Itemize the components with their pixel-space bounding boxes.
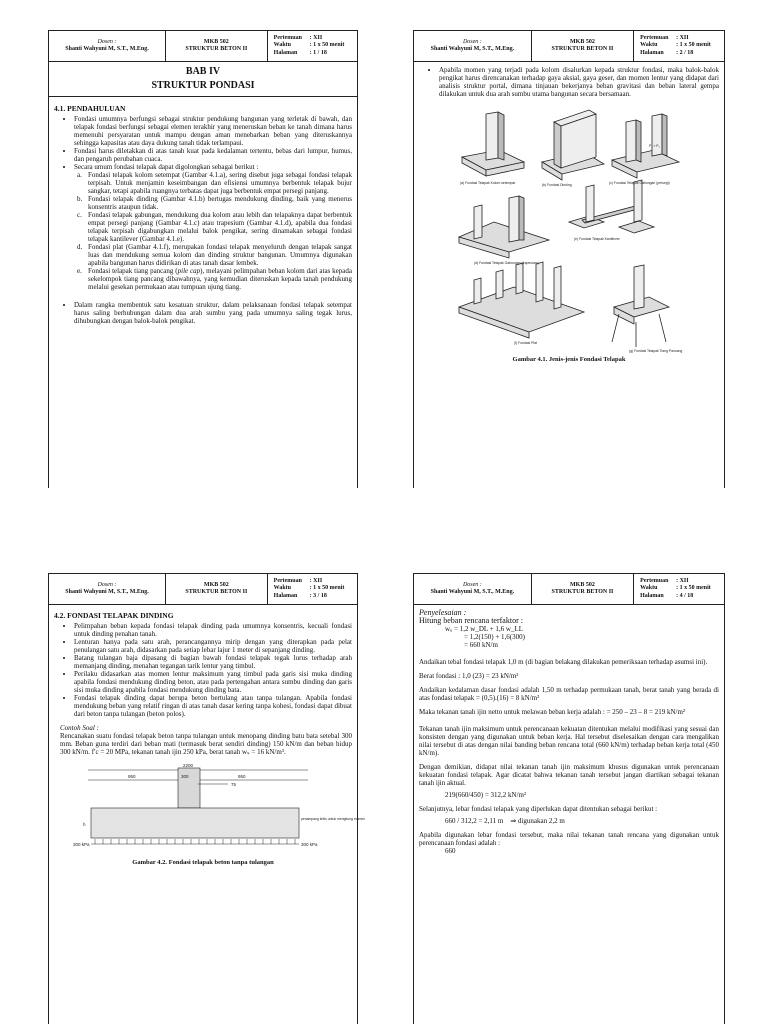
section-heading: 4.1. PENDAHULUAN bbox=[54, 104, 126, 113]
dosen-name: Shanti Wahyuni M, S.T., M.Eng. bbox=[65, 46, 149, 52]
equation-line: = 660 kN/m bbox=[464, 641, 498, 649]
critical-section-note: penampang kritis untuk mengitung momen bbox=[301, 817, 366, 821]
dosen-label: Dosen : bbox=[462, 581, 482, 588]
pertemuan-key: Pertemuan bbox=[273, 577, 302, 584]
section-heading: 4.2. FONDASI TELAPAK DINDING bbox=[54, 611, 174, 620]
page-4 bbox=[413, 573, 725, 1024]
sub-list-text: Fondasi telapak dinding (Gambar 4.1.b) bertugas mendukung dinding, baik yang menerus konsentris ataupun tidak. bbox=[88, 195, 352, 211]
page-2 bbox=[413, 30, 725, 488]
page-content bbox=[54, 609, 366, 1024]
course-name: STRUKTUR BETON II bbox=[185, 46, 248, 52]
sub-list-text: ), melayani pelimpahan beban kolom dari atas kepada sekelompok tiang pancang dibawahnya, yang kemudian diteruskan kepada tanah pendukung melalui gesekan permukaan atau tumpuan ujung tiang. bbox=[88, 267, 353, 291]
course-name: STRUKTUR BETON II bbox=[551, 46, 614, 52]
page-content bbox=[54, 64, 352, 488]
foundation-types-figure bbox=[454, 102, 684, 352]
equation-partial: 660 bbox=[445, 847, 456, 855]
course-name: STRUKTUR BETON II bbox=[551, 589, 614, 595]
pertemuan-value: : XII bbox=[309, 577, 323, 584]
pressure-right: 300 kPa bbox=[301, 842, 318, 847]
course-code: MKB 502 bbox=[203, 581, 229, 588]
figure-caption: Gambar 4.1. Jenis-jenis Fondasi Telapak bbox=[512, 356, 626, 363]
waktu-key: Waktu bbox=[273, 585, 291, 592]
paragraph: Maka tekanan tanah ijin netto untuk melawan beban kerja adalah : = 250 – 23 – 8 = 219 kN/m² bbox=[419, 708, 686, 716]
waktu-key: Waktu bbox=[640, 42, 658, 49]
figure-label-e: (e) Fondasi Telapak Kantilever bbox=[574, 237, 620, 241]
pertemuan-value: : XII bbox=[676, 577, 689, 584]
sub-list-item bbox=[77, 243, 352, 267]
dim-left: 950 bbox=[128, 774, 136, 779]
waktu-value: : 1 x 50 menit bbox=[676, 585, 711, 592]
sub-list-italic: pile cap bbox=[177, 267, 201, 275]
course-code: MKB 502 bbox=[203, 38, 229, 45]
list-item-text: Secara umum fondasi telapak dapat digolongkan sebagai berikut : bbox=[74, 163, 259, 171]
pertemuan-value: : XII bbox=[676, 34, 689, 41]
dosen-label: Dosen : bbox=[462, 38, 482, 45]
list-item: • Dalam rangka membentuk satu kesatuan struktur, dalam pelaksanaan fondasi telapak setempat harus saling berhubungan dalam dua arah sumbu yang pada umumnya saling tegak lurus, dihubungkan dengan balok-balok pengikat. bbox=[74, 301, 352, 325]
list-item: • Pelimpahan beban kepada fondasi telapak dinding pada umumnya konsentris, kecuali fondasi untuk dinding penahan tanah. bbox=[74, 622, 352, 638]
page-header bbox=[48, 30, 358, 62]
figure-label-g: (g) Fondasi Telapak Tiang Pancang bbox=[629, 349, 683, 353]
sub-list-item bbox=[77, 211, 352, 243]
course-name: STRUKTUR BETON II bbox=[185, 589, 248, 595]
halaman-key: Halaman bbox=[273, 49, 298, 56]
page-content bbox=[419, 609, 719, 1024]
figure-label-f: (f) Fondasi Plat bbox=[514, 341, 537, 345]
sub-list-text: Fondasi telapak tiang pancang ( bbox=[88, 267, 178, 275]
bullet-list bbox=[54, 622, 352, 718]
dim-75: 75 bbox=[231, 782, 237, 787]
dosen-label: Dosen : bbox=[97, 581, 117, 588]
wall-footing-figure bbox=[73, 760, 366, 855]
halaman-value: : 4 / 18 bbox=[676, 592, 694, 599]
dosen-name: Shanti Wahyuni M, S.T., M.Eng. bbox=[430, 589, 515, 595]
halaman-key: Halaman bbox=[273, 592, 298, 599]
paragraph: Tekanan tanah ijin maksimum untuk perencanaan kekuatan ditentukan melalui modifikasi yang sesuai dan konsisten dengan yang digunakan untuk beban kerja. Hal tersebut diselesaikan dengan cara mengalikan nilai tersebut di atas dengan nilai banding beban rencana total (660 kN/m) terhadap beban kerja total (450 kN/m). bbox=[419, 725, 719, 757]
course-code: MKB 502 bbox=[570, 38, 595, 45]
pertemuan-key: Pertemuan bbox=[640, 577, 669, 584]
waktu-value: : 1 x 50 menit bbox=[309, 585, 345, 592]
sub-list-item bbox=[77, 195, 352, 211]
sub-list-letter: b. bbox=[77, 195, 83, 203]
list-item: • Perilaku didasarkan atas momen lentur maksimum yang timbul pada garis sisi muka dinding apabila fondasi mendukung dinding beton, atau pada pertengahan antara sumbu dinding dan garis sisi muka dinding apabila fondasi mendukung dinding bata. bbox=[74, 670, 352, 694]
sub-list-letter: c. bbox=[77, 211, 82, 219]
page-header bbox=[48, 573, 358, 605]
figure-caption: Gambar 4.2. Fondasi telapak beton tanpa tulangan bbox=[132, 859, 274, 866]
chapter-number: BAB IV bbox=[185, 66, 221, 77]
waktu-value: : 1 x 50 menit bbox=[676, 42, 711, 49]
dim-h: h bbox=[83, 822, 86, 827]
page-header bbox=[413, 573, 725, 605]
divider bbox=[48, 96, 358, 97]
sub-list-text: Fondasi telapak kolom setempat (Gambar 4.1.a), sering disebut juga sebagai fondasi telapak terpisah. Untuk menjamin keseimbangan dan efisiensi umumnya berbentuk telapak bujur sangkar, tetapi apabila ruangnya terbatas dapat juga berbentuk empat persegi panjang. bbox=[88, 171, 352, 195]
paragraph: Selanjutnya, lebar fondasi telapak yang diperlukan dapat ditentukan sebagai berikut : bbox=[419, 805, 658, 813]
bullet-list bbox=[54, 115, 352, 291]
course-code: MKB 502 bbox=[570, 581, 595, 588]
figure-label-d: (d) Fondasi Telapak Gabungan (trapesium) bbox=[474, 261, 539, 265]
dim-mid: 300 bbox=[181, 774, 189, 779]
page-3 bbox=[48, 573, 366, 1024]
sub-list-text: Fondasi telapak gabungan, mendukung dua kolom atau lebih dan telapaknya dapat berbentuk empat persegi panjang (Gambar 4.1.c) atau trapesium (Gambar 4.1.d), apabila dua fondasi telapak terpisah digabungkan melalui balok pengikat, sering dinamakan sebagai fondasi telapak kantilever (Gambar 4.1.e). bbox=[88, 211, 352, 243]
list-item: • Fondasi telapak dinding dapat berupa beton bertulang atau tanpa tulangan. Apabila fondasi mendukung beban yang relatif ringan di atas tanah dasar kering tanpa kohesi, fondasi dapat dibuat dari beton tanpa tulangan (beton polos). bbox=[74, 694, 352, 718]
example-text: Rencanakan suatu fondasi telapak beton tanpa tulangan untuk menopang dinding batu bata setebal 300 mm. Beban guna terdiri dari beban mati (termasuk berat sendiri dinding) 150 kN/m dan beban hidup 300 kN/m. f′c = 20 MPa, tekanan tanah ijin 250 kPa, berat tanah wₛ = 16 kN/m³. bbox=[60, 732, 352, 756]
halaman-value: : 1 / 18 bbox=[309, 49, 327, 56]
list-item: • Fondasi harus diletakkan di atas tanah kuat pada kedalaman tertentu, bebas dari lumpur, humus, dan pengaruh perubahan cuaca. bbox=[74, 147, 352, 163]
equation-width bbox=[445, 817, 719, 825]
example-label: Contoh Soal : bbox=[60, 724, 99, 732]
paragraph: Dengan demikian, didapat nilai tekanan tanah ijin maksimum khusus digunakan untuk perencanaan kekuatan fondasi telapak. Agar dicatat bahwa tekanan tanah tersebut jangan diartikan sebagai tekanan tanah ijin aktual. bbox=[419, 763, 719, 787]
paragraph: Andaikan kedalaman dasar fondasi adalah 1,50 m terhadap permukaan tanah, berat tanah yang berada di atas fondasi telapak = (0,5).(16) = 8 kN/m² bbox=[419, 686, 719, 702]
sub-list-item bbox=[77, 171, 352, 195]
bullet-list bbox=[54, 301, 352, 325]
waktu-value: : 1 x 50 menit bbox=[309, 42, 345, 49]
dosen-name: Shanti Wahyuni M, S.T., M.Eng. bbox=[65, 589, 149, 595]
page-1 bbox=[48, 30, 358, 488]
pertemuan-key: Pertemuan bbox=[273, 34, 302, 41]
chapter-title: STRUKTUR PONDASI bbox=[151, 80, 255, 91]
sub-list-text: Fondasi plat (Gambar 4.1.f), merupakan fondasi telapak menyeluruh dengan telapak sangat luas dan mendukung semua kolom dan dinding struktur bangunan. Umumnya digunakan apabila bangunan harus didirikan di atas tanah dasar lembek. bbox=[88, 243, 352, 267]
equation-line: = 1,2(150) + 1,6(300) bbox=[464, 633, 525, 641]
list-item: • Fondasi umumnya berfungsi sebagai struktur pendukung bangunan yang terletak di bawah, dan telapak fondasi berfungsi sebagai elemen terakhir yang meneruskan beban ke tanah dimana harus memenuhi persyaratan untuk mampu dengan aman menebarkan beban yang diteruskannya sehingga kapasitas atau daya dukung tanah tidak terlampaui. bbox=[74, 115, 352, 147]
list-item: • Lenturan hanya pada satu arah, perancangannya mirip dengan yang diterapkan pada pelat penulangan satu arah, didasarkan pada setiap lebar lajur 1 meter di sepanjang dinding. bbox=[74, 638, 352, 654]
pertemuan-value: : XII bbox=[309, 34, 323, 41]
waktu-key: Waktu bbox=[640, 585, 658, 592]
list-item: • Batang tulangan baja dipasang di bagian bawah fondasi telapak tegak lurus terhadap arah memanjang dinding, menahan tegangan tarik lentur yang timbul. bbox=[74, 654, 352, 670]
solution-label: Penyelesaian : bbox=[419, 608, 467, 617]
figure-label-b: (b) Fondasi Dinding bbox=[542, 183, 572, 187]
sub-list-letter: a. bbox=[77, 171, 82, 179]
figure-label-c: (c) Fondasi Telapak Gabungan (persegi) bbox=[609, 181, 670, 185]
page-content bbox=[419, 66, 719, 488]
pressure-left: 300 kPa bbox=[73, 842, 90, 847]
dosen-label: Dosen : bbox=[97, 38, 117, 45]
dim-right: 950 bbox=[238, 774, 246, 779]
dosen-name: Shanti Wahyuni M, S.T., M.Eng. bbox=[430, 46, 515, 52]
list-item: • Apabila momen yang terjadi pada kolom disalurkan kepada struktur fondasi, maka balok-balok pengikat harus direncanakan terhadap gaya aksial, gaya geser, dan momen lentur yang didapat dari analisis struktur portal, dimana tinjauan bekerjanya beban gravitasi dan beban lateral gempa dilakukan untuk dua arah sumbu utama bangunan secara bersamaan. bbox=[439, 66, 719, 98]
equation-pressure: 219(660/450) = 312,2 kN/m² bbox=[445, 791, 527, 799]
sub-list-item bbox=[77, 267, 353, 291]
halaman-value: : 3 / 18 bbox=[309, 592, 327, 599]
sub-list bbox=[74, 171, 352, 291]
halaman-value: : 2 / 18 bbox=[676, 49, 694, 56]
pertemuan-key: Pertemuan bbox=[640, 34, 669, 41]
figure-label-p: P₁ > P₂ bbox=[649, 144, 660, 148]
sub-list-letter: e. bbox=[77, 267, 82, 275]
equation-width-note: ⇒ digunakan 2,2 m bbox=[510, 817, 565, 825]
page-header bbox=[413, 30, 725, 62]
solution-heading: Hitung beban rencana terfaktor : bbox=[419, 616, 523, 625]
paragraph: Andaikan tebal fondasi telapak 1,0 m (di bagian belakang dilakukan pemeriksaan terhadap asumsi ini). bbox=[419, 658, 708, 666]
equation-width-value: 660 / 312,2 = 2,11 m bbox=[445, 817, 504, 825]
equation-line: wᵤ = 1,2 w_DL + 1,6 w_LL bbox=[445, 625, 523, 633]
dim-top: 2200 bbox=[183, 763, 194, 768]
bullet-list bbox=[419, 66, 719, 98]
waktu-key: Waktu bbox=[273, 42, 291, 49]
halaman-key: Halaman bbox=[640, 592, 664, 599]
paragraph: Apabila digunakan lebar fondasi tersebut, maka nilai tekanan tanah rencana yang digunakan untuk perencanaan fondasi adalah : bbox=[419, 831, 719, 847]
list-item bbox=[74, 163, 352, 291]
figure-label-a: (a) Fondasi Telapak Kolom setempat bbox=[460, 181, 516, 185]
halaman-key: Halaman bbox=[640, 49, 664, 56]
paragraph: Berat fondasi : 1,0 (23) = 23 kN/m² bbox=[419, 672, 519, 680]
sub-list-letter: d. bbox=[77, 243, 83, 251]
